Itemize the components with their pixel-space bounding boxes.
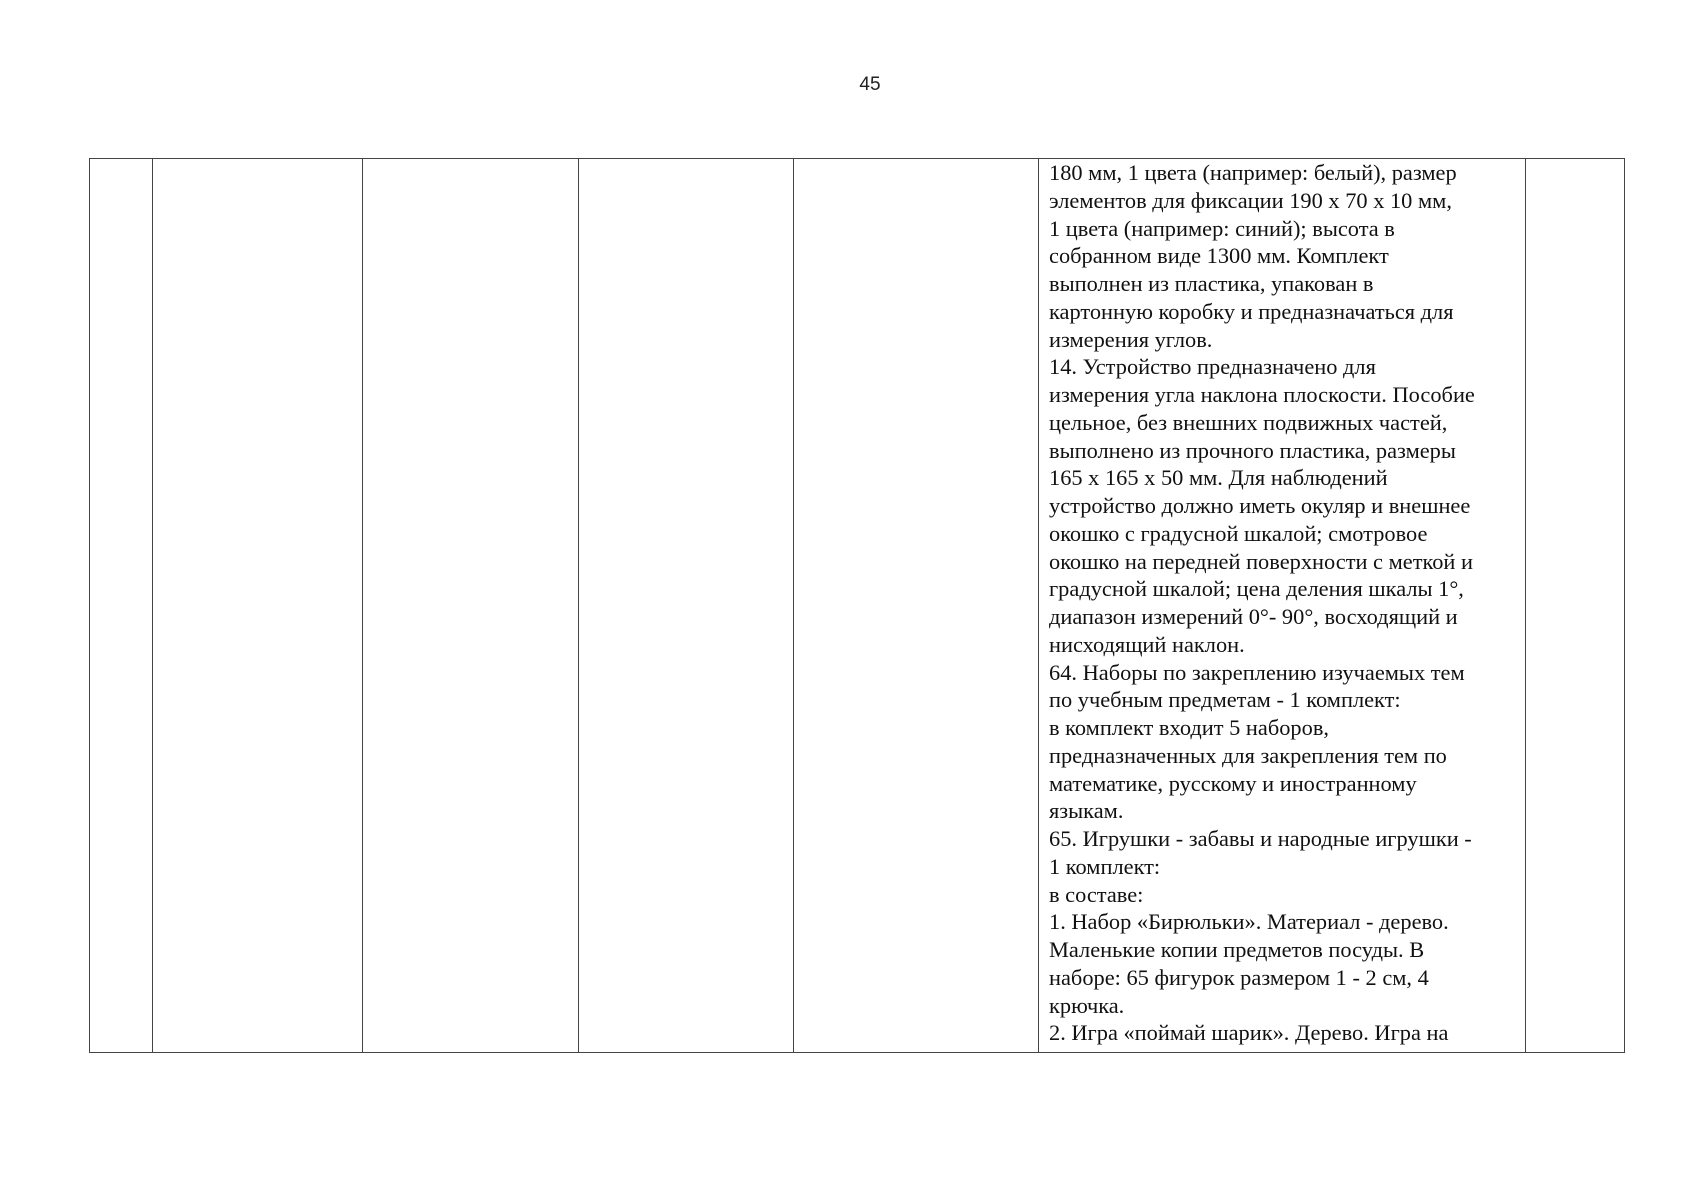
description-line: измерения угла наклона плоскости. Пособие (1049, 382, 1475, 407)
description-line: по учебным предметам - 1 комплект: (1049, 687, 1401, 713)
description-line: предназначенных для закрепления тем по (1049, 742, 1447, 768)
description-line: математике, русскому и иностранному (1049, 770, 1417, 796)
description-line: 2. Игра «поймай шарик». Дерево. Игра на (1049, 1020, 1449, 1046)
description-line: элементов для фиксации 190 х 70 х 10 мм, (1049, 187, 1452, 213)
description-line: градусной шкалой; цена деления шкалы 1°, (1049, 576, 1464, 602)
description-line: в комплект входит 5 наборов, (1049, 715, 1329, 740)
table-cell-col3 (363, 159, 579, 1053)
specification-table (89, 158, 1625, 1053)
description-line: окошко на передней поверхности с меткой и (1049, 548, 1473, 574)
description-line: 1. Набор «Бирюльки». Материал - дерево. (1049, 909, 1449, 935)
table-cell-col2 (153, 159, 363, 1053)
description-line: картонную коробку и предназначаться для (1049, 298, 1454, 324)
description-line: диапазон измерений 0°- 90°, восходящий и (1049, 604, 1458, 629)
description-line: 180 мм, 1 цвета (например: белый), размер (1049, 160, 1457, 185)
table-cell-description (1039, 159, 1526, 1053)
table-row (90, 159, 1625, 1053)
table-cell-col4 (579, 159, 794, 1053)
description-line: 1 комплект: (1049, 853, 1161, 879)
description-line: выполнено из прочного пластика, размеры (1049, 437, 1456, 463)
description-text (1049, 159, 1517, 1047)
description-line: Маленькие копии предметов посуды. В (1049, 937, 1425, 962)
table-cell-number (90, 159, 153, 1053)
description-line: языкам. (1049, 798, 1124, 824)
description-line: измерения углов. (1049, 326, 1213, 352)
description-line: крючка. (1049, 992, 1125, 1018)
description-line: устройство должно иметь окуляр и внешнее (1049, 493, 1471, 518)
table-cell-col7 (1526, 159, 1625, 1053)
description-line: 14. Устройство предназначено для (1049, 354, 1376, 380)
description-line: наборе: 65 фигурок размером 1 - 2 см, 4 (1049, 964, 1429, 990)
description-line: цельное, без внешних подвижных частей, (1049, 409, 1448, 435)
description-line: окошко с градусной шкалой; смотровое (1049, 520, 1428, 546)
description-line: 1 цвета (например: синий); высота в (1049, 215, 1395, 241)
description-line: 65. Игрушки - забавы и народные игрушки - (1049, 826, 1472, 851)
description-line: в составе: (1049, 881, 1144, 907)
page-number: 45 (859, 74, 881, 95)
description-line: нисходящий наклон. (1049, 631, 1245, 657)
description-line: выполнен из пластика, упакован в (1049, 271, 1374, 296)
description-line: 165 х 165 х 50 мм. Для наблюдений (1049, 465, 1388, 491)
description-line: 64. Наборы по закреплению изучаемых тем (1049, 659, 1465, 685)
description-line: собранном виде 1300 мм. Комплект (1049, 243, 1389, 269)
table-cell-col5 (794, 159, 1039, 1053)
